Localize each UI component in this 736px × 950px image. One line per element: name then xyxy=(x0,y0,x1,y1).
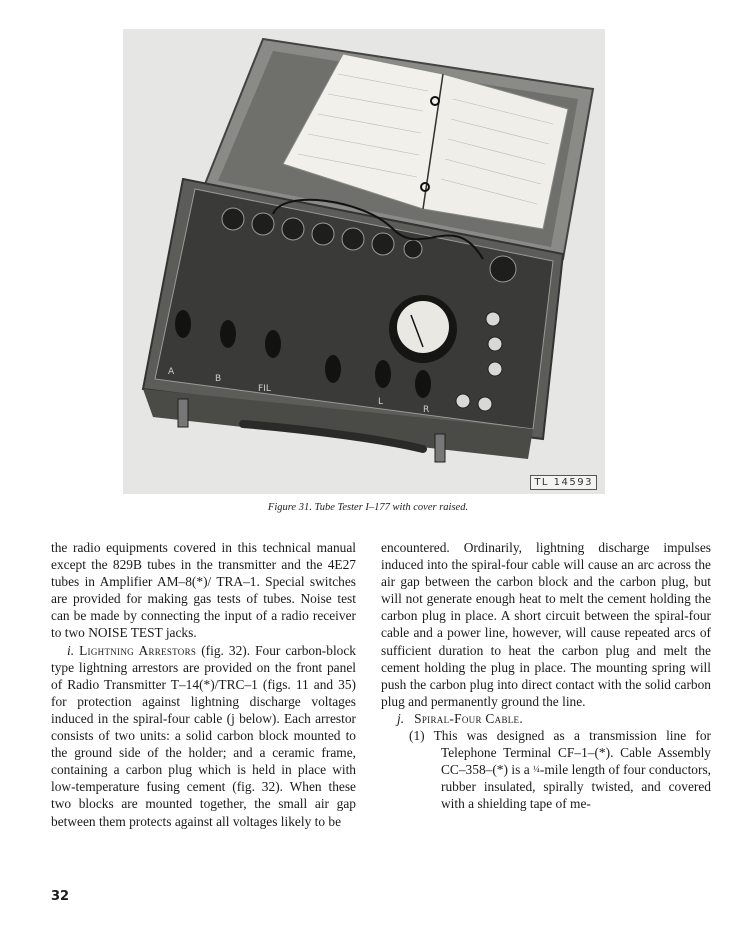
paragraph-body: Four carbon-block type lightning arrestors are provided on the front panel of Radio Transmitter T–14(*)/TRC–1 (figs. 11 and 35) for protection against lightning discharge voltages induced in the spiral-four cable (j below). Each arrestor consists of two units: a solid carbon block mounted to the ground side of the holder; and a ceramic frame, containing a carbon plug which is held in place with low-temperature fusing cement (fig. 32). When these two blocks are mounted together, the small air gap between them protects against all voltages likely to be xyxy=(51,642,356,829)
figure-reference: (fig. 32). xyxy=(196,642,251,658)
panel-label-r: R xyxy=(423,405,430,415)
list-item-1 xyxy=(381,727,711,812)
section-heading-text: Spiral-Four Cable. xyxy=(414,710,524,726)
right-latch xyxy=(435,434,445,462)
section-heading-spiral-four-cable xyxy=(381,710,711,727)
figure-caption: Figure 31. Tube Tester I–177 with cover raised. xyxy=(267,502,469,513)
list-item-text-b: -mile length of four conductors, rubber insulated, spirally twisted, and covered with a shielding tape of me- xyxy=(441,762,711,812)
page-number: 32 xyxy=(51,889,70,904)
item-marker-j: j. xyxy=(397,710,405,726)
panel-label-l: L xyxy=(378,397,384,407)
item-marker-i: i. xyxy=(67,642,75,658)
right-column xyxy=(381,539,711,813)
left-latch xyxy=(178,399,188,427)
figure-tag-label: TL 14593 xyxy=(530,475,597,490)
paragraph-lightning-arrestors xyxy=(51,642,356,830)
meter-dial xyxy=(389,295,457,363)
figure-photo-tube-tester xyxy=(123,29,605,494)
paragraph-continued-right: encountered. Ordinarily, lightning discharge impulses induced into the spiral-four cable will cause an arc across the air gap between the carbon block and the carbon plug, but will not generate enough heat to melt the cement holding the carbon plug in place. A short circuit between the spiral-four cable and a power line, however, will cause repeated arcs of sufficient duration to heat the carbon plug and melt the cement holding the plug in place. The mounting spring will push the carbon plug into direct contact with the solid carbon plug and permanently ground the line. xyxy=(381,540,711,709)
panel-label-a: A xyxy=(168,367,175,377)
paragraph-continued: the radio equipments covered in this technical manual except the 829B tubes in the transmitter and the 4E27 tubes in Amplifier AM–8(*)/ TRA–1. Special switches are provided for making gas tests of tubes. Noise test can be made by connecting the input of a radio receiver to two NOISE TEST jacks. xyxy=(51,540,356,641)
list-marker-1: (1) xyxy=(409,728,425,744)
fraction-quarter: ¼ xyxy=(533,764,540,775)
left-column xyxy=(51,539,356,830)
list-item-text-a: This was designed as a transmission line for Telephone Terminal CF–1–(*). Cable Assembly CC–358–(*) is a xyxy=(424,728,711,778)
section-heading-lightning-arrestors: Lightning Arrestors xyxy=(79,642,197,658)
panel-label-b: B xyxy=(215,374,222,384)
panel-label-fil: FIL xyxy=(258,384,271,394)
tube-tester-illustration xyxy=(123,29,605,494)
